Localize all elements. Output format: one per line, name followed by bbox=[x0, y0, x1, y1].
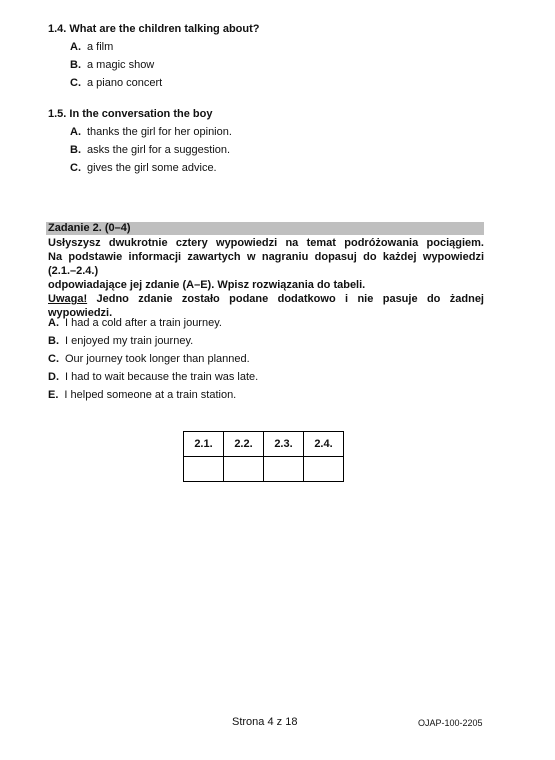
answer-cell-2-3[interactable] bbox=[264, 457, 304, 482]
answer-cell-2-2[interactable] bbox=[224, 457, 264, 482]
sentence-letter: C. bbox=[48, 353, 59, 365]
question-number: 1.5. bbox=[48, 108, 67, 120]
task-header: Zadanie 2. (0–4) bbox=[46, 222, 484, 235]
sentence-text: Our journey took longer than planned. bbox=[65, 353, 250, 365]
option-letter: A. bbox=[70, 126, 81, 138]
sentence-text: I had a cold after a train journey. bbox=[65, 317, 222, 329]
question-number: 1.4. bbox=[48, 23, 67, 35]
sentence-a bbox=[48, 317, 222, 329]
sentence-letter: D. bbox=[48, 371, 59, 383]
answer-header-2-3: 2.3. bbox=[264, 432, 304, 457]
task-instructions bbox=[48, 236, 484, 320]
option-letter: C. bbox=[70, 162, 81, 174]
question-1-5-option-c bbox=[70, 162, 217, 174]
option-text: a piano concert bbox=[87, 77, 163, 89]
option-text: gives the girl some advice. bbox=[87, 162, 217, 174]
instruction-line: Usłyszysz dwukrotnie cztery wypowiedzi na temat podróżowania pociągiem. bbox=[48, 237, 484, 249]
answer-header-2-2: 2.2. bbox=[224, 432, 264, 457]
option-letter: B. bbox=[70, 144, 81, 156]
question-1-5-title bbox=[48, 108, 212, 120]
option-letter: B. bbox=[70, 59, 81, 71]
answer-table bbox=[183, 431, 344, 482]
question-text: What are the children talking about? bbox=[69, 23, 260, 35]
sentence-d bbox=[48, 371, 258, 383]
option-text: thanks the girl for her opinion. bbox=[87, 126, 232, 138]
task-note bbox=[48, 292, 484, 320]
sentence-c bbox=[48, 353, 250, 365]
option-text: asks the girl for a suggestion. bbox=[87, 144, 231, 156]
sentence-letter: E. bbox=[48, 389, 59, 401]
question-1-4-option-b bbox=[70, 59, 154, 71]
sentence-letter: B. bbox=[48, 335, 59, 347]
note-label: Uwaga! bbox=[48, 293, 88, 305]
sentence-e bbox=[48, 389, 236, 401]
instruction-line: Na podstawie informacji zawartych w nagraniu dopasuj do każdej wypowiedzi (2.1.–2.4.) bbox=[48, 251, 484, 277]
sentence-text: I enjoyed my train journey. bbox=[65, 335, 194, 347]
question-1-4-option-a bbox=[70, 41, 113, 53]
option-text: a film bbox=[87, 41, 114, 53]
answer-header-2-4: 2.4. bbox=[304, 432, 344, 457]
sentence-text: I had to wait because the train was late. bbox=[65, 371, 259, 383]
question-1-5-option-b bbox=[70, 144, 230, 156]
page-number: Strona 4 z 18 bbox=[232, 716, 298, 728]
question-1-5-option-a bbox=[70, 126, 232, 138]
answer-table-answer-row bbox=[184, 457, 344, 482]
answer-cell-2-1[interactable] bbox=[184, 457, 224, 482]
sentence-letter: A. bbox=[48, 317, 59, 329]
instruction-line: odpowiadające jej zdanie (A–E). Wpisz rozwiązania do tabeli. bbox=[48, 279, 366, 291]
option-text: a magic show bbox=[87, 59, 155, 71]
answer-cell-2-4[interactable] bbox=[304, 457, 344, 482]
note-text: Jedno zdanie zostało podane dodatkowo i nie pasuje do żadnej wypowiedzi. bbox=[48, 293, 484, 319]
option-letter: C. bbox=[70, 77, 81, 89]
answer-header-2-1: 2.1. bbox=[184, 432, 224, 457]
question-1-4-title bbox=[48, 23, 260, 35]
answer-table-header-row bbox=[184, 432, 344, 457]
sentence-b bbox=[48, 335, 193, 347]
sentence-text: I helped someone at a train station. bbox=[64, 389, 237, 401]
question-text: In the conversation the boy bbox=[69, 108, 213, 120]
exam-code: OJAP-100-2205 bbox=[418, 718, 483, 728]
question-1-4-option-c bbox=[70, 77, 162, 89]
option-letter: A. bbox=[70, 41, 81, 53]
